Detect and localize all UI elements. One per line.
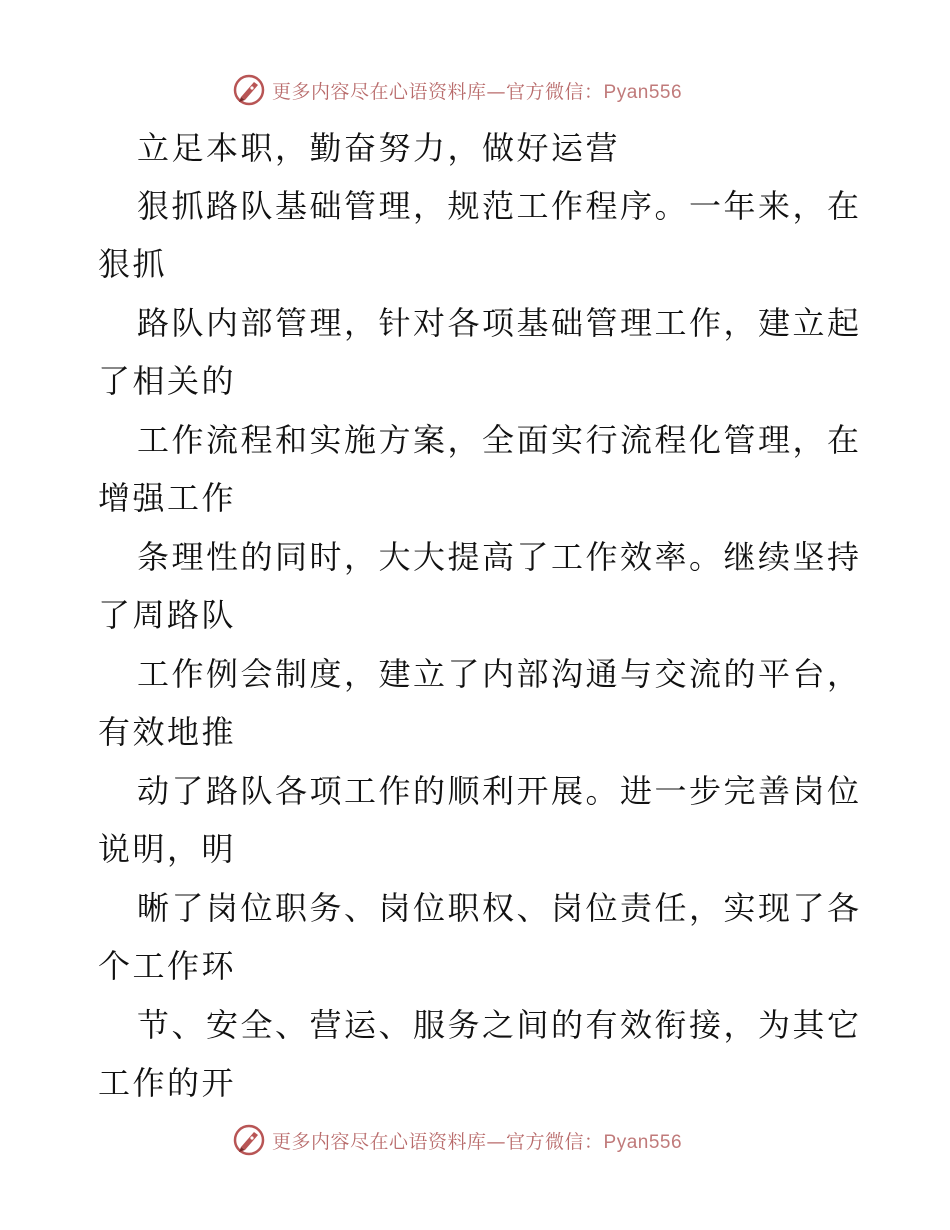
pen-logo-icon <box>232 1123 266 1157</box>
header-watermark <box>232 72 682 108</box>
text-line: 立足本职，勤奋努力，做好运营 <box>137 129 621 167</box>
watermark-text: 更多内容尽在心语资料库—官方微信：Pyan556 <box>272 80 683 103</box>
footer-watermark <box>232 1122 682 1158</box>
text-line: 工作的开 <box>98 1064 237 1102</box>
text-line: 路队内部管理，针对各项基础管理工作，建立起 <box>137 304 862 342</box>
text-line: 动了路队各项工作的顺利开展。进一步完善岗位 <box>137 772 862 810</box>
text-line: 工作流程和实施方案，全面实行流程化管理，在 <box>137 421 862 459</box>
watermark-text: 更多内容尽在心语资料库—官方微信：Pyan556 <box>272 1130 683 1153</box>
text-line: 有效地推 <box>98 713 237 751</box>
text-line: 狠抓路队基础管理，规范工作程序。一年来，在 <box>137 187 862 225</box>
text-line: 条理性的同时，大大提高了工作效率。继续坚持 <box>137 538 862 576</box>
pen-logo-icon <box>232 73 266 107</box>
text-line: 工作例会制度，建立了内部沟通与交流的平台， <box>137 655 862 693</box>
text-line: 了相关的 <box>98 362 237 400</box>
text-line: 个工作环 <box>98 947 237 985</box>
text-line: 了周路队 <box>98 596 237 634</box>
text-line: 说明，明 <box>98 830 237 868</box>
text-line: 晰了岗位职务、岗位职权、岗位责任，实现了各 <box>137 889 862 927</box>
text-line: 狠抓 <box>98 245 168 283</box>
text-line: 增强工作 <box>98 479 237 517</box>
text-line: 节、安全、营运、服务之间的有效衔接，为其它 <box>137 1006 862 1044</box>
